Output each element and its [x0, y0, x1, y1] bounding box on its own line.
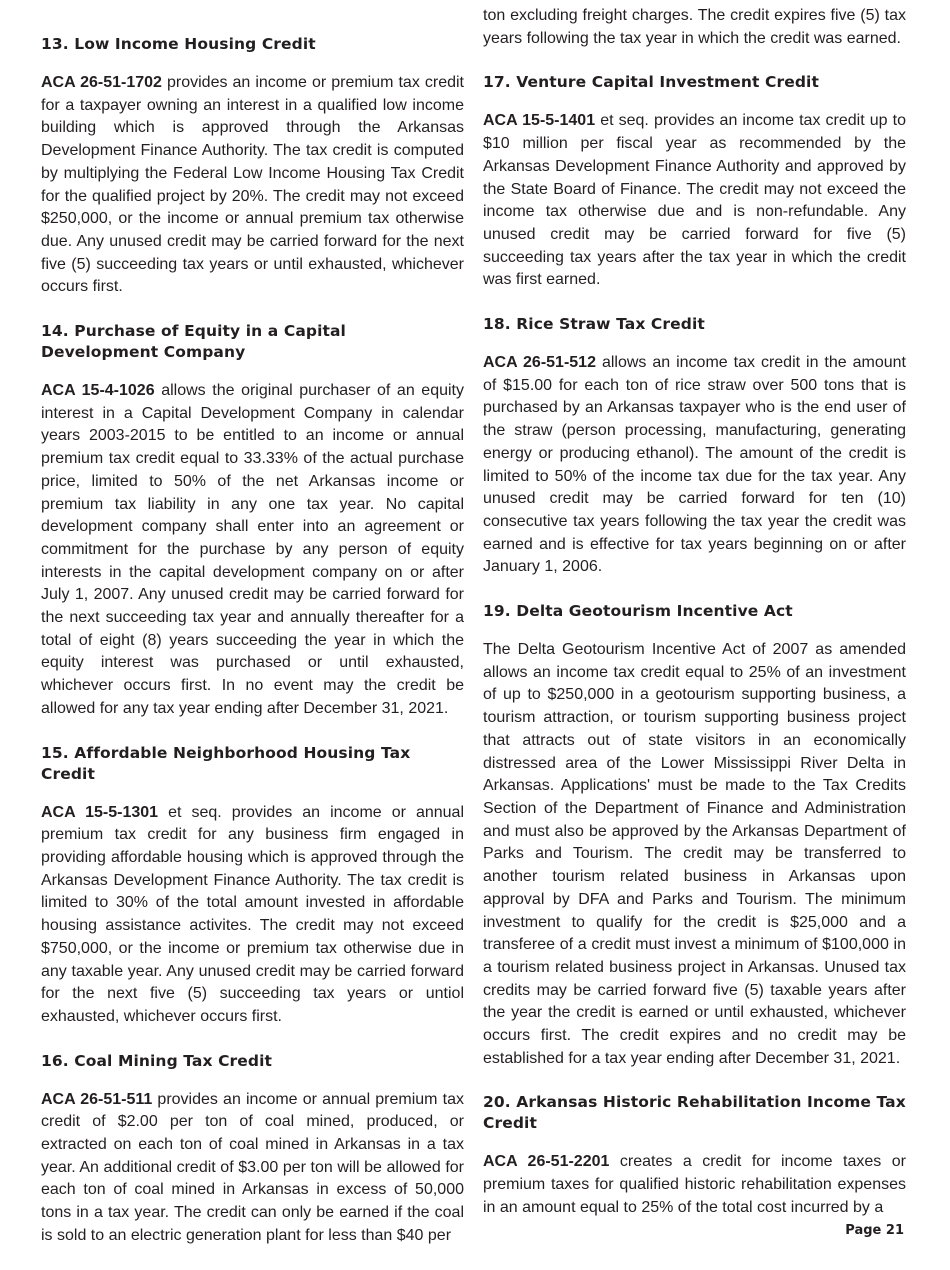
- section-20-text: ACA 26-51-2201 creates a credit for income taxes or premium taxes for qualified historic rehabilitation expenses in an amount equal to 25% of the total cost incurred by a: [483, 1153, 907, 1216]
- section-13-text: ACA 26-51-1702 provides an income or premium tax credit for a taxpayer owning an interest in a qualified low income building which is approved through the Arkansas Development Finance Authority. The tax credit is computed by multiplying the Federal Low Income Housing Tax Credit for the qualified project by 20%. The credit may not exceed $250,000, or the income or annual premium tax otherwise due. Any unused credit may be carried forward for the next five (5) succeeding tax years or until exhausted, whichever occurs first.: [41, 74, 464, 296]
- section-17-text: ACA 15-5-1401 et seq. provides an income tax credit up to $10 million per fiscal year as recommended by the Arkansas Development Finance Authority and approved by the State Board of Finance. The credit may not exceed the income tax otherwise due and is non-refundable. Any unused credit may be carried forward for five (5) succeeding tax years after the tax year in which the credit was first earned.: [483, 112, 906, 289]
- statute-ref: ACA 26-51-2201: [483, 1153, 610, 1171]
- section-16-text: ACA 26-51-511 provides an income or annual premium tax credit of $2.00 per ton of coal mined, produced, or extracted on each ton of coal mined in Arkansas in a tax year. An additional credit of $3.00 per ton will be allowed for each ton of coal mined in Arkansas in excess of 50,000 tons in a tax year. The credit can only be earned if the coal is sold to an electric generation plant for less than $40 per: [41, 1090, 464, 1244]
- statute-ref: ACA 26-51-512: [483, 354, 596, 372]
- statute-ref: ACA 26-51-511: [41, 1090, 153, 1108]
- statute-ref: ACA 15-5-1301: [41, 803, 159, 821]
- section-18-heading: 18. Rice Straw Tax Credit: [483, 315, 705, 334]
- page-number: Page 21: [845, 1222, 904, 1238]
- section-15-heading: 15. Affordable Neighborhood Housing Tax Credit: [41, 743, 411, 783]
- section-19-text: The Delta Geotourism Incentive Act of 2007 as amended allows an income tax credit equal to 25% of an investment of up to $250,000 in a geotourism supporting business, a tourism attraction, or tourism supporting business project that attracts out of state visitors in an economically distressed area of the Lower Mississippi River Delta in Arkansas. Applications' must be made to the Tax Credits Section of the Department of Finance and Administration and must also be approved by the Arkansas Department of Parks and Tourism. The credit may be transferred to another tourism related business in Arkansas upon approval by DFA and Parks and Tourism. The minimum investment to qualify for the credit is $25,000 and a transferee of a credit must invest a minimum of $100,000 in a tourism related business project in Arkansas. Unused tax credits may be carried forward five (5) taxable years after the year the credit is earned or until exhausted, whichever occurs first. The credit expires and no credit may be established for a tax year ending after December 31, 2021.: [483, 641, 906, 1067]
- section-15-text: ACA 15-5-1301 et seq. provides an income or annual premium tax credit for any business firm engaged in providing affordable housing which is approved through the Arkansas Development Finance Authority. The tax credit is limited to 30% of the total amount invested in affordable housing assistance activites. The credit may not exceed $750,000, or the income or premium tax otherwise due in any taxable year. Any unused credit may be carried forward for the next five (5) succeeding tax years or untiol exhausted, whichever occurs first.: [41, 803, 465, 1025]
- section-18-text: ACA 26-51-512 allows an income tax credit in the amount of $15.00 for each ton of rice straw over 500 tons that is purchased by an Arkansas taxpayer who is the end user of the straw (person processing, manufacturing, generating energy or producing ethanol). The amount of the credit is limited to 50% of the income tax due for the tax year. Any unused credit may be carried forward for ten (10) consecutive tax years following the tax year the credit was earned and is effective for tax years beginning on or after January 1, 2006.: [483, 354, 906, 576]
- section-19-heading: 19. Delta Geotourism Incentive Act: [483, 602, 793, 621]
- section-20-heading: 20. Arkansas Historic Rehabilitation Income Tax Credit: [483, 1093, 906, 1133]
- section-14-heading: 14. Purchase of Equity in a Capital Development Company: [41, 322, 346, 362]
- statute-ref: ACA 15-5-1401: [483, 112, 596, 130]
- section-14-text: ACA 15-4-1026 allows the original purchaser of an equity interest in a Capital Development Company in calendar years 2003-2015 to be entitled to an income or annual premium tax credit equal to 33.33% of the actual purchase price, limited to 50% of the net Arkansas income or premium tax liability in any one tax year. No capital development company shall enter into an agreement or commitment for the purchase by any person of equity interests in the capital development company on or after July 1, 2007. Any unused credit may be carried forward for the next succeeding tax year and annually thereafter for a total of eight (8) years succeeding the year in which the equity interest was purchased or until exhausted, whichever occurs first. In no event may the credit be allowed for any tax year ending after December 31, 2021.: [41, 382, 464, 717]
- section-16-heading: 16. Coal Mining Tax Credit: [41, 1051, 273, 1070]
- right-column: [483, 5, 906, 1260]
- statute-ref: ACA 26-51-1702: [41, 74, 162, 91]
- left-column: [41, 34, 464, 1270]
- section-16-continued: ton excluding freight charges. The credit expires five (5) tax years following the tax year in which the credit was earned.: [483, 7, 906, 47]
- section-13-heading: 13. Low Income Housing Credit: [41, 35, 316, 53]
- statute-ref: ACA 15-4-1026: [41, 382, 155, 400]
- section-17-heading: 17. Venture Capital Investment Credit: [483, 73, 819, 92]
